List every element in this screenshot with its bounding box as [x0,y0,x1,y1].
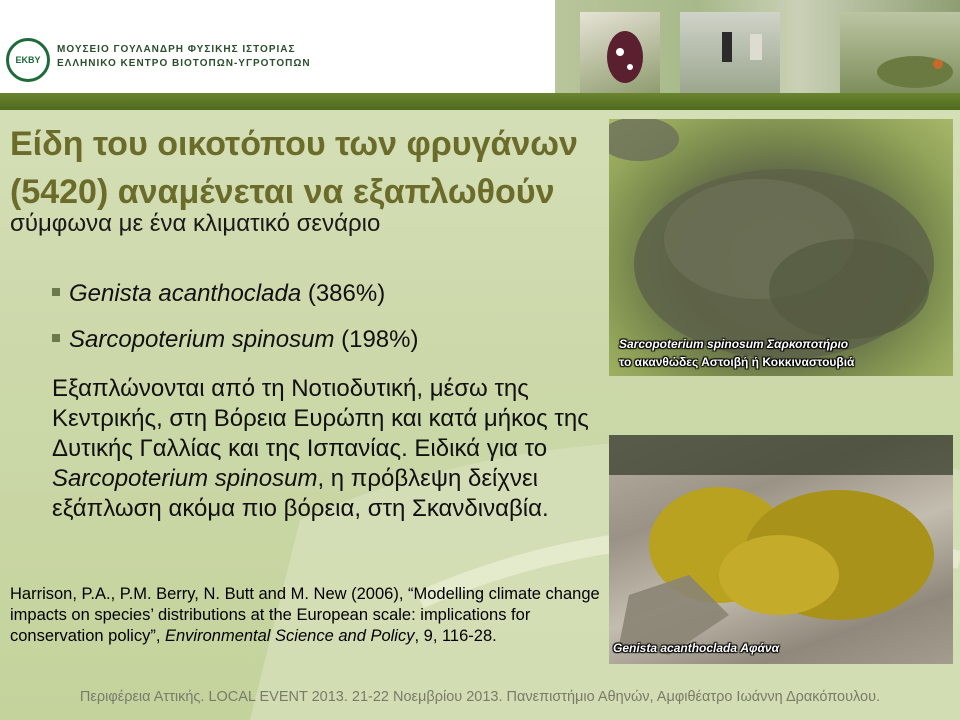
bullet-genista: Genista acanthoclada (386%) [52,280,385,308]
genista-photo [609,435,953,664]
photo1-caption-line1: Sarcopoterium spinosum Σαρκοποτήριο [619,337,849,351]
citation-reference: Harrison, P.A., P.M. Berry, N. Butt and M. New (2006), “Modelling climate change impacts on species’ distributions at the European scale: implications for conservation policy”, Environmental Science and Policy, 9, 116-28. [10,585,600,645]
banner-butterfly-image [580,12,660,96]
header-photo-banner [555,0,960,96]
bullet-sarcopoterium: Sarcopoterium spinosum (198%) [52,326,419,354]
slide-subtitle: σύμφωνα με ένα κλιματικό σενάριο [10,210,381,237]
photo2-caption: Genista acanthoclada Αφάνα [613,641,780,655]
sarcopoterium-photo [609,119,953,376]
banner-frog-image [840,12,960,96]
photo1-caption-line2: το ακανθώδες Αστοιβή ή Κοκκιναστουβιά [619,355,855,369]
spread-description: Εξαπλώνονται από τη Νοτιοδυτική, μέσω της Κεντρικής, στη Βόρεια Ευρώπη και κατά μήκος της Δυτικής Γαλλίας και της Ισπανίας. Ειδικά για το Sarcopoterium spinosum, η πρόβλεψη δείχνει εξάπλωση ακόμα πιο βόρεια, στη Σκανδιναβία. [52,375,589,522]
header-divider-bar [0,93,960,110]
yellow-shrub-illustration [609,435,953,664]
org-name-line1: ΜΟΥΣΕΙΟ ΓΟΥΛΑΝΔΡΗ ΦΥΣΙΚΗΣ ΙΣΤΟΡΙΑΣ [57,44,296,55]
slide-title: Είδη του οικοτόπου των φρυγάνων (5420) αναμένεται να εξαπλωθούν [10,125,578,211]
museum-logo: ΕΚΒΥ [6,38,50,82]
org-name-line2: ΕΛΛΗΝΙΚΟ ΚΕΝΤΡΟ ΒΙΟΤΟΠΩΝ-ΥΓΡΟΤΟΠΩΝ [57,58,311,69]
banner-wetland-image [680,12,780,96]
bullet-square-icon [52,288,60,296]
slide-footer: Περιφέρεια Αττικής. LOCAL EVENT 2013. 21-22 Νοεμβρίου 2013. Πανεπιστήμιο Αθηνών, Αμφιθέατρο Ιωάννη Δρακόπουλου. [79,689,881,705]
header [0,0,960,96]
bullet-square-icon [52,334,60,342]
